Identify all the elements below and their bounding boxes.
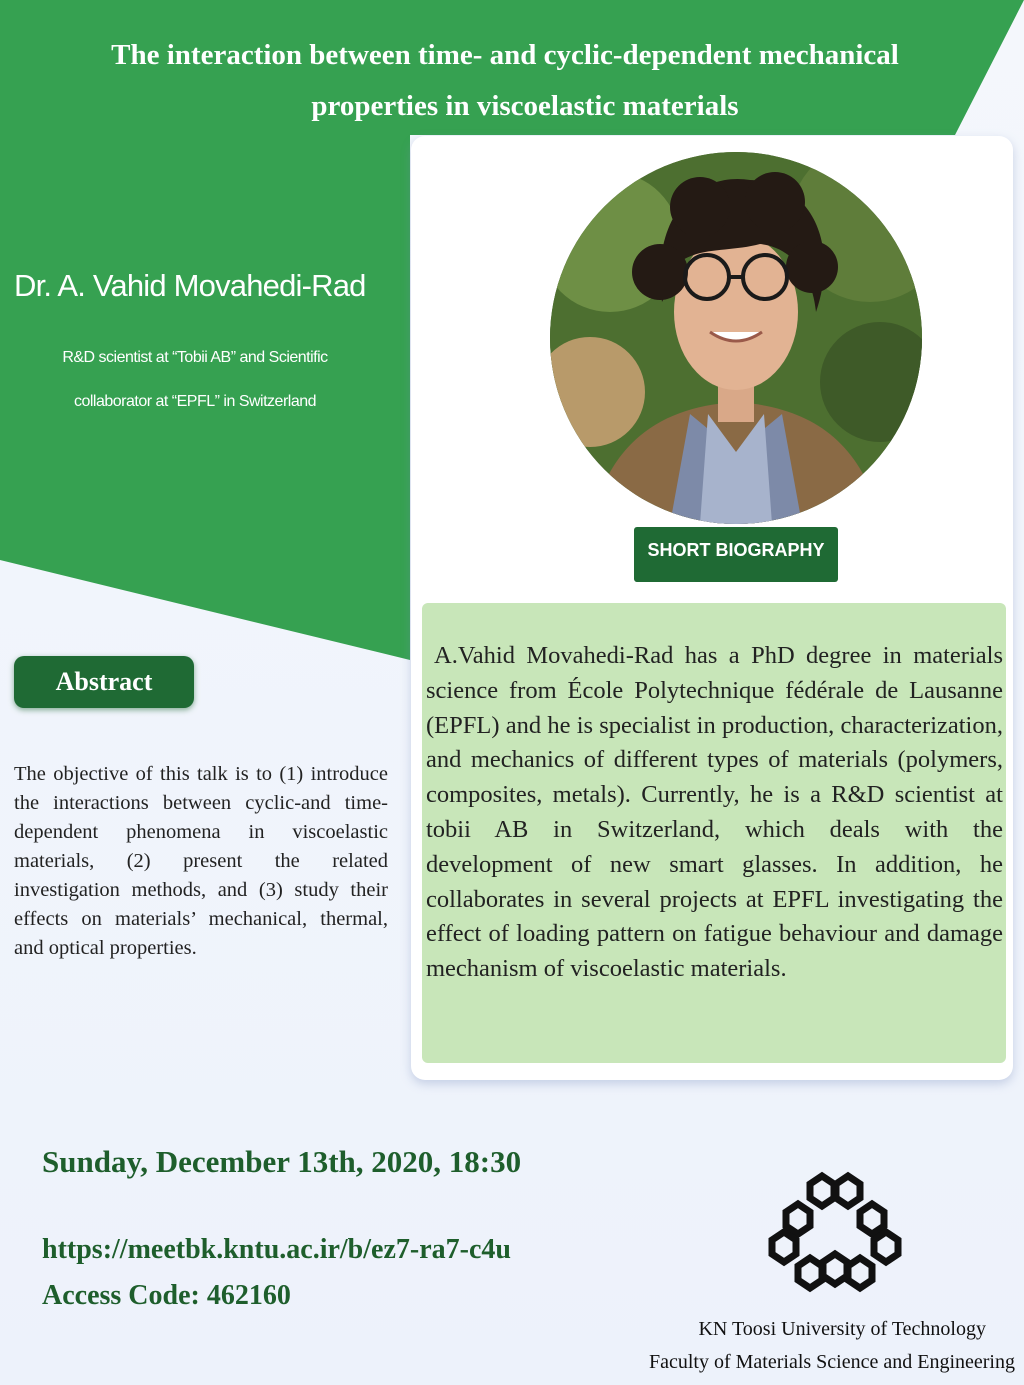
faculty-name: Faculty of Materials Science and Engineering — [649, 1351, 1015, 1373]
speaker-role — [0, 336, 390, 424]
meeting-link[interactable]: https://meetbk.kntu.ac.ir/b/ez7-ra7-c4u — [42, 1234, 511, 1265]
abstract-badge: Abstract — [14, 656, 194, 708]
biography-box — [422, 603, 1006, 1063]
speaker-role-line1: R&D scientist at “Tobii AB” and Scientific — [62, 349, 328, 366]
kntu-logo-icon — [762, 1166, 908, 1298]
speaker-name: Dr. A. Vahid Movahedi-Rad — [14, 268, 366, 303]
speaker-photo — [550, 152, 922, 524]
talk-title-line1: The interaction between time- and cyclic-dependent mechanical — [111, 39, 899, 71]
access-code: Access Code: 462160 — [42, 1280, 291, 1311]
speaker-portrait — [550, 152, 922, 524]
talk-title-line2: properties in viscoelastic materials — [311, 90, 739, 122]
short-biography-badge: SHORT BIOGRAPHY — [634, 527, 838, 582]
abstract-text: The objective of this talk is to (1) introduce the interactions between cyclic-and time-dependent phenomena in viscoelastic materials, (2) present the related investigation methods, and (3) study their effects on materials’ mechanical, thermal, and optical properties. — [14, 763, 388, 959]
event-date: Sunday, December 13th, 2020, 18:30 — [42, 1144, 522, 1179]
biography-text: A.Vahid Movahedi-Rad has a PhD degree in materials science from École Polytechnique fédérale de Lausanne (EPFL) and he is specialist in production, characterization, and mechanics of different types of materials (polymers, composites, metals). Currently, he is a R&D scientist at tobii AB in Switzerland, which deals with the development of new smart glasses. In addition, he collaborates in several projects at EPFL investigating the effect of loading pattern on fatigue behaviour and damage mechanism of viscoelastic materials. — [426, 642, 1003, 983]
speaker-role-line2: collaborator at “EPFL” in Switzerland — [73, 393, 317, 410]
university-name: KN Toosi University of Technology — [698, 1318, 986, 1340]
talk-title — [10, 30, 1000, 132]
